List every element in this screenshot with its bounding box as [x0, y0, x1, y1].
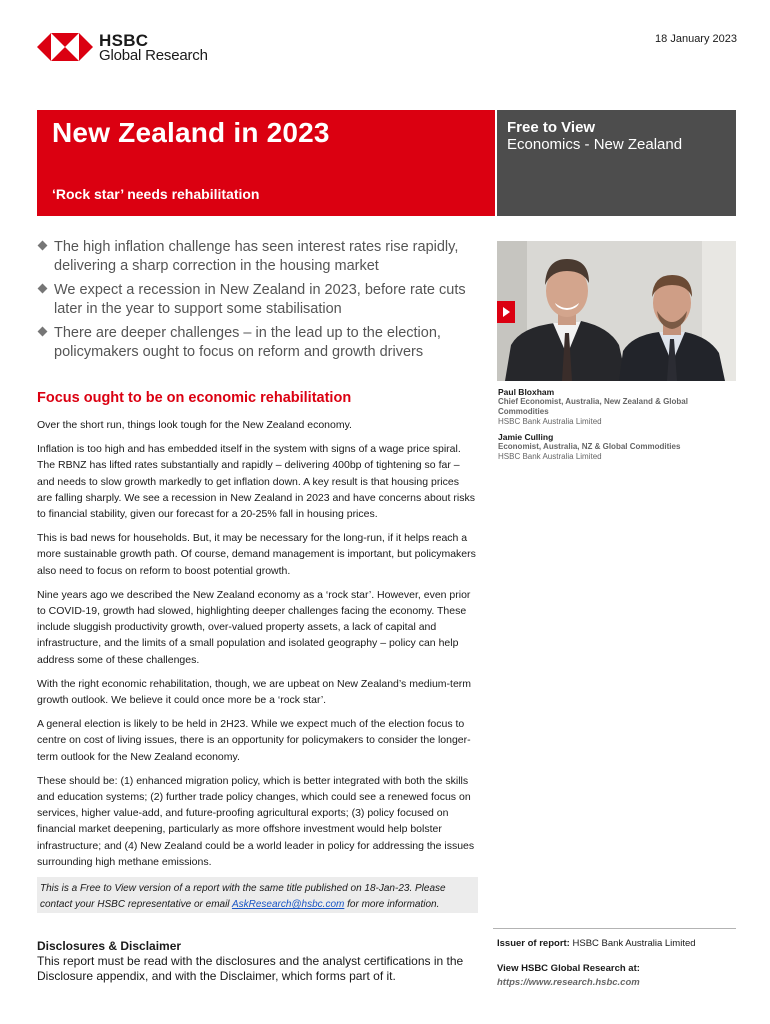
hsbc-hexagon-logo-icon [37, 33, 93, 61]
key-point-text: The high inflation challenge has seen interest rates rise rapidly, delivering a sharp correction in the housing market [54, 239, 459, 274]
body-paragraph: Over the short run, things look tough for the New Zealand economy. [37, 419, 352, 431]
key-points-list [37, 238, 477, 367]
key-point [37, 281, 477, 319]
research-url-link[interactable]: https://www.research.hsbc.com [497, 977, 640, 988]
body-paragraph: Nine years ago we described the New Zealand economy as a ‘rock star’. However, even prior to COVID-19, growth had slowed, highlighting deeper challenges facing the economy. These include sluggish productivity growth, over-valued property assets, a lack of capital and infrastructure, and the limits of a small population and isolated geography – policy can help address some of these challenges. [37, 588, 471, 666]
note-text-before: This is a Free to View version of a report with the same title published on 18-Jan-23. Please contact your HSBC representative or email [40, 883, 446, 910]
issuer-label: Issuer of report: [497, 938, 570, 949]
analyst-video-thumbnail[interactable] [497, 241, 736, 381]
body-paragraph: A general election is likely to be held in 2H23. While we expect much of the election focus to centre on cost of living issues, there is an opportunity for policymakers to consider the longer-term outlook for the New Zealand economy. [37, 718, 471, 763]
disclosures-title: Disclosures & Disclaimer [37, 939, 182, 953]
report-label-block [497, 110, 736, 216]
key-point [37, 324, 477, 362]
key-point [37, 238, 477, 276]
disclosures-block [37, 938, 487, 984]
author-entry [498, 432, 736, 462]
section-heading: Focus ought to be on economic rehabilitation [37, 390, 352, 406]
title-block [37, 110, 495, 216]
body-paragraph: These should be: (1) enhanced migration policy, which is better integrated with both the skills and education systems; (2) further trade policy changes, which could see a renewed focus on services, higher value-add, and future-proofing agricultural exports; (3) policy focused on financial market deepening, particularly as more offshore investment would help bolster infrastructure; and (4) New Zealand could be a world leader in policy for addressing the issues surrounding high methane emissions. [37, 774, 475, 868]
report-subtitle: ‘Rock star’ needs rehabilitation [52, 186, 260, 202]
ask-research-email-link[interactable]: AskResearch@hsbc.com [231, 899, 345, 910]
author-title: Economist, Australia, NZ & Global Commodities [498, 442, 681, 451]
authors-list [498, 387, 736, 467]
diamond-bullet-icon [38, 327, 48, 337]
brand-name: HSBC [99, 31, 149, 50]
author-company: HSBC Bank Australia Limited [498, 417, 602, 426]
author-title: Chief Economist, Australia, New Zealand & Global Commodities [498, 397, 688, 416]
play-button[interactable] [497, 301, 515, 323]
sector-label: Economics - New Zealand [507, 136, 683, 153]
key-point-text: There are deeper challenges – in the lead up to the election, policymakers ought to focus on reform and growth drivers [54, 325, 441, 360]
free-to-view-note [37, 877, 478, 913]
diamond-bullet-icon [38, 284, 48, 294]
hsbc-logo [37, 33, 237, 67]
body-paragraph: Inflation is too high and has embedded itself in the system with signs of a wage price spiral. The RBNZ has lifted rates substantially and rapidly – delivering 400bp of tightening so far – and needs to slow growth markedly to get inflation down. A key result is that housing prices are falling sharply. We see a recession in New Zealand in 2023 and have concerns about risks to financial stability, given our forecast for a 20-25% fall in housing prices. [37, 443, 475, 521]
author-name: Paul Bloxham [498, 387, 555, 397]
note-text-after: for more information. [344, 899, 440, 910]
body-text [37, 417, 477, 878]
author-company: HSBC Bank Australia Limited [498, 452, 602, 461]
analyst-photo [497, 241, 736, 381]
issuer-line [497, 938, 696, 949]
diamond-bullet-icon [38, 241, 48, 251]
key-point-text: We expect a recession in New Zealand in 2023, before rate cuts later in the year to support some stabilisation [54, 282, 466, 317]
body-paragraph: With the right economic rehabilitation, though, we are upbeat on New Zealand’s medium-term growth outlook. We believe it could once more be a ‘rock star’. [37, 677, 472, 707]
issuer-value: HSBC Bank Australia Limited [572, 938, 696, 949]
play-icon [503, 307, 510, 317]
issuer-divider [493, 928, 736, 929]
report-title: New Zealand in 2023 [52, 117, 330, 148]
author-name: Jamie Culling [498, 432, 554, 442]
access-label: Free to View [507, 119, 596, 136]
author-entry [498, 387, 736, 427]
body-paragraph: This is bad news for households. But, it may be necessary for the long-run, if it helps reach a more sustainable growth path. Of course, demand management is important, but policymakers also need to focus on reform to boost potential growth. [37, 532, 476, 577]
view-research-title: View HSBC Global Research at: [497, 963, 640, 974]
brand-division: Global Research [99, 47, 208, 64]
disclosures-text: This report must be read with the disclosures and the analyst certifications in the Disclosure appendix, and with the Disclaimer, which forms part of it. [37, 954, 464, 983]
report-date: 18 January 2023 [655, 33, 737, 45]
